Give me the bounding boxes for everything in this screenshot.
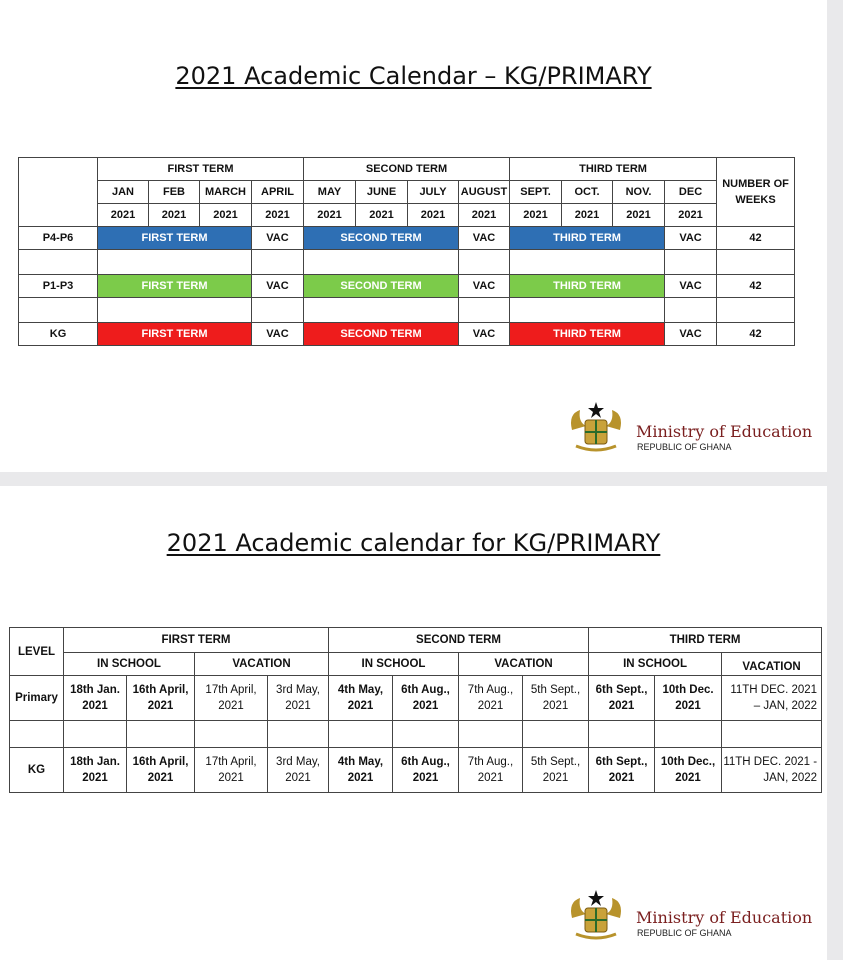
level-label: KG (10, 748, 64, 793)
year-cell: 2021 (149, 204, 200, 227)
date-cell: 17th April, 2021 (195, 676, 268, 721)
date-cell: 3rd May, 2021 (268, 748, 329, 793)
term-bar: FIRST TERM (98, 323, 252, 346)
date-cell: 6th Sept., 2021 (589, 676, 655, 721)
date-cell: 11TH DEC. 2021 - JAN, 2022 (722, 748, 822, 793)
vacation-cell: VAC (459, 227, 510, 250)
date-cell: 16th April, 2021 (127, 748, 195, 793)
weeks-header: NUMBER OF WEEKS (717, 158, 795, 227)
date-cell: 5th Sept., 2021 (523, 748, 589, 793)
month-cell: JAN (98, 181, 149, 204)
date-cell: 16th April, 2021 (127, 676, 195, 721)
logo-subtitle: REPUBLIC OF GHANA (637, 928, 732, 938)
term-header: THIRD TERM (510, 158, 717, 181)
year-cell: 2021 (665, 204, 717, 227)
term-header: SECOND TERM (329, 628, 589, 653)
term-calendar-table (18, 157, 795, 346)
in-school-header: IN SCHOOL (64, 653, 195, 676)
term-bar: THIRD TERM (510, 227, 665, 250)
term-header-row (10, 628, 822, 653)
logo-title: Ministry of Education (636, 908, 813, 927)
years-row (19, 204, 795, 227)
date-cell: 6th Sept., 2021 (589, 748, 655, 793)
term-header: FIRST TERM (98, 158, 304, 181)
spacer-row (19, 298, 795, 323)
term-bar: SECOND TERM (304, 227, 459, 250)
level-label: P4-P6 (19, 227, 98, 250)
level-label: KG (19, 323, 98, 346)
month-cell: JUNE (356, 181, 408, 204)
weeks-value: 42 (717, 323, 795, 346)
date-cell: 7th Aug., 2021 (459, 676, 523, 721)
term-bar: FIRST TERM (98, 275, 252, 298)
level-row-p1p3 (19, 275, 795, 298)
month-cell: AUGUST (459, 181, 510, 204)
date-cell: 4th May, 2021 (329, 748, 393, 793)
year-cell: 2021 (562, 204, 613, 227)
term-bar: THIRD TERM (510, 323, 665, 346)
vacation-header: VACATION (722, 653, 822, 676)
term-header: THIRD TERM (589, 628, 822, 653)
term-header-row (19, 158, 795, 181)
logo-subtitle: REPUBLIC OF GHANA (637, 442, 732, 452)
term-bar: SECOND TERM (304, 275, 459, 298)
term-bar: SECOND TERM (304, 323, 459, 346)
vacation-cell: VAC (252, 227, 304, 250)
date-cell: 18th Jan. 2021 (64, 676, 127, 721)
term-header: FIRST TERM (64, 628, 329, 653)
date-cell: 5th Sept., 2021 (523, 676, 589, 721)
year-cell: 2021 (510, 204, 562, 227)
vacation-cell: VAC (459, 323, 510, 346)
month-cell: NOV. (613, 181, 665, 204)
month-cell: DEC (665, 181, 717, 204)
date-cell: 4th May, 2021 (329, 676, 393, 721)
year-cell: 2021 (200, 204, 252, 227)
calendar-page-1 (0, 0, 827, 472)
level-row-kg (19, 323, 795, 346)
month-cell: JULY (408, 181, 459, 204)
calendar-1-title: 2021 Academic Calendar – KG/PRIMARY (175, 62, 652, 90)
term-bar: THIRD TERM (510, 275, 665, 298)
vacation-cell: VAC (665, 323, 717, 346)
month-cell: MARCH (200, 181, 252, 204)
status-header-row (10, 653, 822, 676)
calendar-2-title: 2021 Academic calendar for KG/PRIMARY (166, 529, 661, 557)
term-dates-table (9, 627, 822, 793)
weeks-value: 42 (717, 275, 795, 298)
level-row-p4p6 (19, 227, 795, 250)
term-header: SECOND TERM (304, 158, 510, 181)
spacer-row (10, 721, 822, 748)
date-cell: 10th Dec., 2021 (655, 748, 722, 793)
level-row-kg (10, 748, 822, 793)
month-cell: APRIL (252, 181, 304, 204)
level-header: LEVEL (10, 628, 64, 676)
date-cell: 7th Aug., 2021 (459, 748, 523, 793)
months-row (19, 181, 795, 204)
month-cell: MAY (304, 181, 356, 204)
month-cell: SEPT. (510, 181, 562, 204)
ghana-coat-of-arms-icon (566, 888, 626, 944)
vacation-header: VACATION (195, 653, 329, 676)
ghana-coat-of-arms-icon (566, 400, 626, 456)
year-cell: 2021 (98, 204, 149, 227)
vacation-cell: VAC (665, 275, 717, 298)
date-cell: 6th Aug., 2021 (393, 676, 459, 721)
weeks-value: 42 (717, 227, 795, 250)
term-bar: FIRST TERM (98, 227, 252, 250)
year-cell: 2021 (613, 204, 665, 227)
in-school-header: IN SCHOOL (329, 653, 459, 676)
vacation-cell: VAC (252, 323, 304, 346)
vacation-header: VACATION (459, 653, 589, 676)
month-cell: FEB (149, 181, 200, 204)
year-cell: 2021 (408, 204, 459, 227)
level-row-primary (10, 676, 822, 721)
year-cell: 2021 (459, 204, 510, 227)
level-label: P1-P3 (19, 275, 98, 298)
year-cell: 2021 (304, 204, 356, 227)
year-cell: 2021 (356, 204, 408, 227)
year-cell: 2021 (252, 204, 304, 227)
logo-title: Ministry of Education (636, 422, 813, 441)
date-cell: 6th Aug., 2021 (393, 748, 459, 793)
spacer-row (19, 250, 795, 275)
month-cell: OCT. (562, 181, 613, 204)
vacation-cell: VAC (459, 275, 510, 298)
date-cell: 17th April, 2021 (195, 748, 268, 793)
in-school-header: IN SCHOOL (589, 653, 722, 676)
date-cell: 3rd May, 2021 (268, 676, 329, 721)
date-cell: 10th Dec. 2021 (655, 676, 722, 721)
date-cell: 11TH DEC. 2021 – JAN, 2022 (722, 676, 822, 721)
vacation-cell: VAC (252, 275, 304, 298)
level-label: Primary (10, 676, 64, 721)
vacation-cell: VAC (665, 227, 717, 250)
date-cell: 18th Jan. 2021 (64, 748, 127, 793)
